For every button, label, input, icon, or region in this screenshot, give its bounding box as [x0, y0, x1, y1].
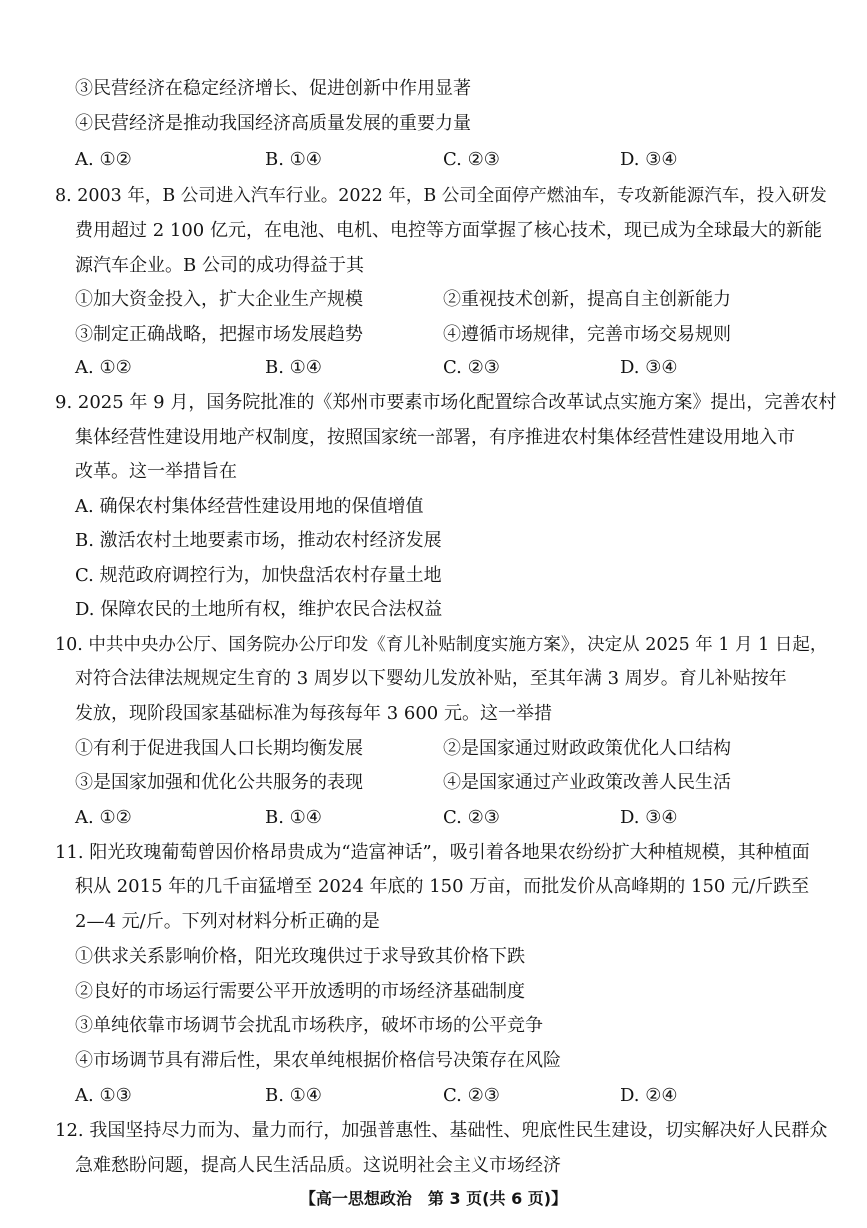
q11-text-line2: 积从 2015 年的几千亩猛增至 2024 年底的 150 万亩，而批发价从高峰期的 150 元/斤跌至 [75, 876, 810, 897]
q11-statement-3: ③单纯依靠市场调节会扰乱市场秩序，破坏市场的公平竞争 [75, 1015, 543, 1036]
q11-text-line3: 2—4 元/斤。下列对材料分析正确的是 [75, 911, 380, 932]
option-b[interactable]: B. ①④ [265, 149, 322, 170]
q11-statement-2: ②良好的市场运行需要公平开放透明的市场经济基础制度 [75, 981, 525, 1002]
option-d[interactable]: D. ③④ [620, 149, 678, 170]
q8-text-line3: 源汽车企业。B 公司的成功得益于其 [75, 255, 364, 276]
option-a[interactable]: A. ①② [75, 357, 132, 378]
q8-statement-3: ③制定正确战略，把握市场发展趋势 [75, 324, 363, 345]
q11-statement-4: ④市场调节具有滞后性，果农单纯根据价格信号决策存在风险 [75, 1050, 561, 1071]
option-c[interactable]: C. ②③ [443, 807, 500, 828]
q10-statement-4: ④是国家通过产业政策改善人民生活 [443, 772, 731, 793]
q10-statement-1: ①有利于促进我国人口长期均衡发展 [75, 738, 363, 759]
q12-text-line1: 12. 我国坚持尽力而为、量力而行，加强普惠性、基础性、兜底性民生建设，切实解决好人民群众 [55, 1120, 828, 1141]
option-b[interactable]: B. ①④ [265, 807, 322, 828]
q10-text-line1: 10. 中共中央办公厅、国务院办公厅印发《育儿补贴制度实施方案》，决定从 2025 年 1 月 1 日起， [55, 635, 828, 655]
q8-statement-2: ②重视技术创新，提高自主创新能力 [443, 289, 731, 310]
q9-option-c[interactable]: C. 规范政府调控行为，加快盘活农村存量土地 [75, 565, 442, 586]
q9-text-line1: 9. 2025 年 9 月，国务院批准的《郑州市要素市场化配置综合改革试点实施方案》提出，完善农村 [55, 392, 837, 413]
q9-option-b[interactable]: B. 激活农村土地要素市场，推动农村经济发展 [75, 530, 442, 551]
q12-text-line2: 急难愁盼问题，提高人民生活品质。这说明社会主义市场经济 [75, 1155, 561, 1176]
q9-option-d[interactable]: D. 保障农民的土地所有权，维护农民合法权益 [75, 599, 443, 620]
option-c[interactable]: C. ②③ [443, 357, 500, 378]
option-d[interactable]: D. ③④ [620, 357, 678, 378]
q9-text-line3: 改革。这一举措旨在 [75, 461, 237, 482]
option-d[interactable]: D. ③④ [620, 807, 678, 828]
q9-text-line2: 集体经营性建设用地产权制度，按照国家统一部署，有序推进农村集体经营性建设用地入市 [75, 427, 795, 448]
q8-statement-4: ④遵循市场规律，完善市场交易规则 [443, 324, 731, 345]
statement-4: ④民营经济是推动我国经济高质量发展的重要力量 [75, 113, 471, 134]
q8-statement-1: ①加大资金投入，扩大企业生产规模 [75, 289, 363, 310]
option-a[interactable]: A. ①③ [75, 1085, 132, 1106]
option-a[interactable]: A. ①② [75, 807, 132, 828]
q11-statement-1: ①供求关系影响价格，阳光玫瑰供过于求导致其价格下跌 [75, 946, 525, 967]
option-d[interactable]: D. ②④ [620, 1085, 678, 1106]
q10-text-line2: 对符合法律法规规定生育的 3 周岁以下婴幼儿发放补贴，至其年满 3 周岁。育儿补贴按年 [75, 668, 787, 689]
q9-option-a[interactable]: A. 确保农村集体经营性建设用地的保值增值 [75, 496, 424, 517]
q8-text-line1: 8. 2003 年，B 公司进入汽车行业。2022 年，B 公司全面停产燃油车，专攻新能源汽车，投入研发 [55, 186, 827, 206]
option-a[interactable]: A. ①② [75, 149, 132, 170]
option-b[interactable]: B. ①④ [265, 357, 322, 378]
q8-text-line2: 费用超过 2 100 亿元，在电池、电机、电控等方面掌握了核心技术，现已成为全球最大的新能 [75, 220, 822, 241]
option-b[interactable]: B. ①④ [265, 1085, 322, 1106]
option-c[interactable]: C. ②③ [443, 149, 500, 170]
statement-3: ③民营经济在稳定经济增长、促进创新中作用显著 [75, 78, 471, 99]
q10-text-line3: 发放，现阶段国家基础标准为每孩每年 3 600 元。这一举措 [75, 703, 552, 724]
q10-statement-3: ③是国家加强和优化公共服务的表现 [75, 772, 363, 793]
option-c[interactable]: C. ②③ [443, 1085, 500, 1106]
page-footer: 【高一思想政治 第 3 页(共 6 页)】 [299, 1189, 568, 1208]
q10-statement-2: ②是国家通过财政政策优化人口结构 [443, 738, 731, 759]
q11-text-line1: 11. 阳光玫瑰葡萄曾因价格昂贵成为“造富神话”，吸引着各地果农纷纷扩大种植规模，其种植面 [55, 842, 810, 863]
